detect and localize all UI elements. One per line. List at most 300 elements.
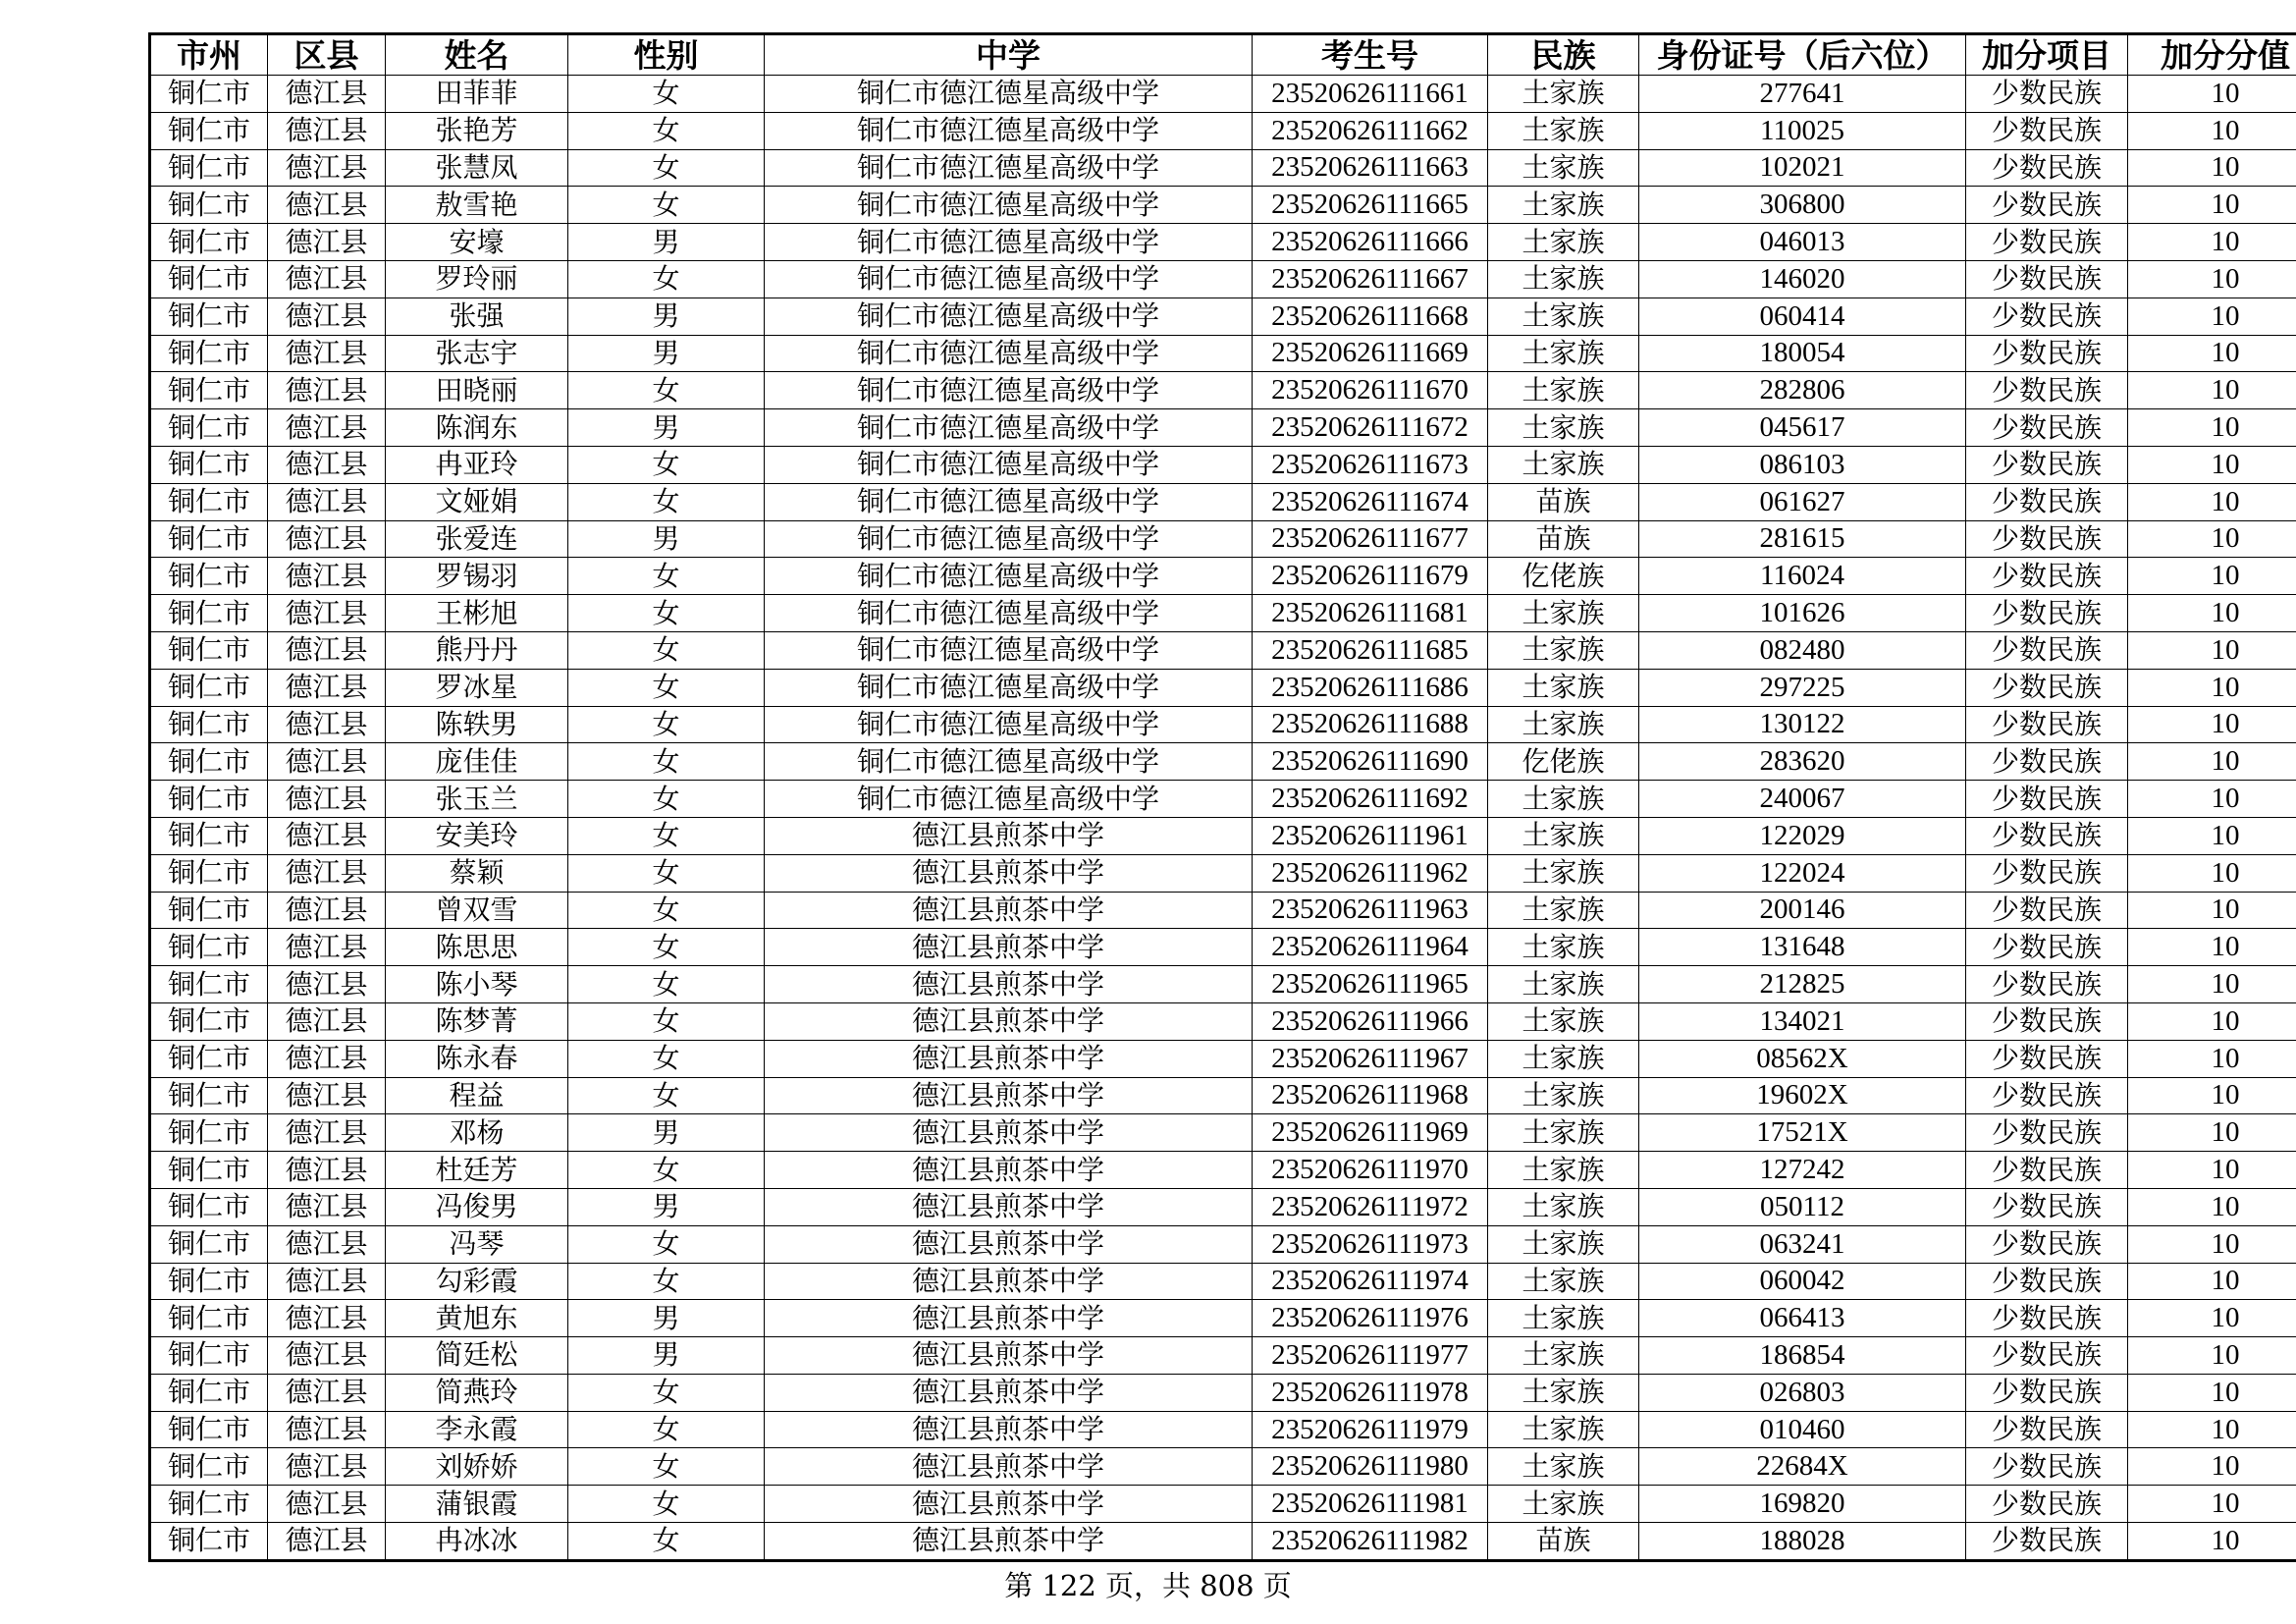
- cell-school: 德江县煎茶中学: [765, 929, 1253, 966]
- cell-city: 铜仁市: [150, 1263, 268, 1300]
- cell-id-last-six: 127242: [1639, 1152, 1966, 1189]
- cell-ethnicity: 土家族: [1488, 298, 1639, 335]
- cell-exam-number: 23520626111980: [1253, 1448, 1488, 1486]
- cell-gender: 女: [568, 1040, 765, 1077]
- cell-school: 德江县煎茶中学: [765, 1374, 1253, 1411]
- cell-id-last-six: 130122: [1639, 706, 1966, 743]
- cell-exam-number: 23520626111681: [1253, 595, 1488, 632]
- table-row: [150, 149, 2296, 187]
- cell-bonus-value: 10: [2128, 1300, 2296, 1337]
- cell-bonus-item: 少数民族: [1966, 1002, 2128, 1040]
- cell-city: 铜仁市: [150, 892, 268, 929]
- cell-bonus-value: 10: [2128, 1077, 2296, 1114]
- cell-id-last-six: 22684X: [1639, 1448, 1966, 1486]
- cell-exam-number: 23520626111974: [1253, 1263, 1488, 1300]
- cell-city: 铜仁市: [150, 631, 268, 669]
- cell-gender: 女: [568, 669, 765, 706]
- cell-name: 张强: [386, 298, 568, 335]
- cell-ethnicity: 土家族: [1488, 224, 1639, 261]
- cell-ethnicity: 土家族: [1488, 1152, 1639, 1189]
- cell-bonus-item: 少数民族: [1966, 1300, 2128, 1337]
- cell-gender: 女: [568, 966, 765, 1003]
- cell-county: 德江县: [268, 854, 386, 892]
- cell-ethnicity: 土家族: [1488, 966, 1639, 1003]
- cell-county: 德江县: [268, 743, 386, 781]
- cell-exam-number: 23520626111981: [1253, 1486, 1488, 1523]
- cell-id-last-six: 066413: [1639, 1300, 1966, 1337]
- cell-county: 德江县: [268, 706, 386, 743]
- header-id-last-six: 身份证号（后六位）: [1639, 34, 1966, 76]
- cell-name: 张爱连: [386, 520, 568, 558]
- cell-county: 德江县: [268, 1374, 386, 1411]
- cell-city: 铜仁市: [150, 1486, 268, 1523]
- cell-ethnicity: 土家族: [1488, 1002, 1639, 1040]
- cell-bonus-item: 少数民族: [1966, 149, 2128, 187]
- cell-bonus-value: 10: [2128, 1225, 2296, 1263]
- cell-bonus-value: 10: [2128, 1114, 2296, 1152]
- cell-bonus-value: 10: [2128, 520, 2296, 558]
- cell-school: 铜仁市德江德星高级中学: [765, 520, 1253, 558]
- cell-id-last-six: 19602X: [1639, 1077, 1966, 1114]
- cell-gender: 女: [568, 631, 765, 669]
- cell-id-last-six: 122029: [1639, 817, 1966, 854]
- cell-bonus-value: 10: [2128, 298, 2296, 335]
- cell-gender: 女: [568, 1523, 765, 1561]
- table-row: [150, 1152, 2296, 1189]
- table-row: [150, 409, 2296, 447]
- cell-ethnicity: 土家族: [1488, 1114, 1639, 1152]
- table-row: [150, 76, 2296, 113]
- cell-exam-number: 23520626111961: [1253, 817, 1488, 854]
- header-ethnicity: 民族: [1488, 34, 1639, 76]
- cell-name: 刘娇娇: [386, 1448, 568, 1486]
- cell-ethnicity: 土家族: [1488, 929, 1639, 966]
- cell-ethnicity: 土家族: [1488, 260, 1639, 298]
- cell-id-last-six: 283620: [1639, 743, 1966, 781]
- cell-bonus-value: 10: [2128, 335, 2296, 372]
- cell-ethnicity: 土家族: [1488, 631, 1639, 669]
- cell-id-last-six: 061627: [1639, 483, 1966, 520]
- table-row: [150, 1448, 2296, 1486]
- cell-gender: 女: [568, 1374, 765, 1411]
- cell-id-last-six: 08562X: [1639, 1040, 1966, 1077]
- cell-bonus-item: 少数民族: [1966, 781, 2128, 818]
- cell-name: 敖雪艳: [386, 187, 568, 224]
- score-bonus-table: [148, 32, 2296, 1562]
- cell-county: 德江县: [268, 149, 386, 187]
- cell-gender: 女: [568, 1486, 765, 1523]
- cell-county: 德江县: [268, 1523, 386, 1561]
- cell-county: 德江县: [268, 1152, 386, 1189]
- cell-county: 德江县: [268, 1263, 386, 1300]
- cell-bonus-item: 少数民族: [1966, 112, 2128, 149]
- cell-gender: 女: [568, 1077, 765, 1114]
- cell-county: 德江县: [268, 187, 386, 224]
- cell-name: 田晓丽: [386, 372, 568, 409]
- cell-bonus-item: 少数民族: [1966, 1486, 2128, 1523]
- cell-school: 德江县煎茶中学: [765, 1448, 1253, 1486]
- cell-id-last-six: 045617: [1639, 409, 1966, 447]
- cell-ethnicity: 土家族: [1488, 1337, 1639, 1375]
- table-row: [150, 669, 2296, 706]
- cell-bonus-item: 少数民族: [1966, 817, 2128, 854]
- cell-gender: 男: [568, 224, 765, 261]
- cell-county: 德江县: [268, 966, 386, 1003]
- cell-ethnicity: 土家族: [1488, 446, 1639, 483]
- cell-school: 铜仁市德江德星高级中学: [765, 224, 1253, 261]
- cell-ethnicity: 土家族: [1488, 595, 1639, 632]
- cell-gender: 女: [568, 1002, 765, 1040]
- table-row: [150, 929, 2296, 966]
- table-row: [150, 112, 2296, 149]
- cell-bonus-value: 10: [2128, 854, 2296, 892]
- cell-school: 德江县煎茶中学: [765, 1337, 1253, 1375]
- cell-school: 德江县煎茶中学: [765, 1152, 1253, 1189]
- cell-county: 德江县: [268, 372, 386, 409]
- cell-ethnicity: 土家族: [1488, 187, 1639, 224]
- cell-bonus-value: 10: [2128, 372, 2296, 409]
- cell-bonus-value: 10: [2128, 260, 2296, 298]
- cell-gender: 女: [568, 1152, 765, 1189]
- cell-county: 德江县: [268, 1188, 386, 1225]
- cell-id-last-six: 180054: [1639, 335, 1966, 372]
- cell-id-last-six: 060414: [1639, 298, 1966, 335]
- cell-ethnicity: 土家族: [1488, 854, 1639, 892]
- cell-bonus-item: 少数民族: [1966, 483, 2128, 520]
- cell-id-last-six: 086103: [1639, 446, 1966, 483]
- cell-gender: 女: [568, 1225, 765, 1263]
- cell-gender: 女: [568, 558, 765, 595]
- cell-gender: 女: [568, 372, 765, 409]
- cell-city: 铜仁市: [150, 929, 268, 966]
- cell-city: 铜仁市: [150, 1448, 268, 1486]
- cell-ethnicity: 土家族: [1488, 1448, 1639, 1486]
- cell-county: 德江县: [268, 1225, 386, 1263]
- cell-school: 德江县煎茶中学: [765, 817, 1253, 854]
- cell-county: 德江县: [268, 112, 386, 149]
- cell-school: 铜仁市德江德星高级中学: [765, 372, 1253, 409]
- table-row: [150, 1225, 2296, 1263]
- cell-exam-number: 23520626111673: [1253, 446, 1488, 483]
- cell-exam-number: 23520626111688: [1253, 706, 1488, 743]
- cell-city: 铜仁市: [150, 1114, 268, 1152]
- cell-exam-number: 23520626111667: [1253, 260, 1488, 298]
- cell-school: 德江县煎茶中学: [765, 1114, 1253, 1152]
- cell-exam-number: 23520626111685: [1253, 631, 1488, 669]
- cell-exam-number: 23520626111669: [1253, 335, 1488, 372]
- table-row: [150, 781, 2296, 818]
- cell-bonus-item: 少数民族: [1966, 706, 2128, 743]
- cell-id-last-six: 101626: [1639, 595, 1966, 632]
- cell-city: 铜仁市: [150, 817, 268, 854]
- cell-gender: 女: [568, 1263, 765, 1300]
- cell-ethnicity: 土家族: [1488, 1188, 1639, 1225]
- cell-school: 德江县煎茶中学: [765, 1002, 1253, 1040]
- cell-exam-number: 23520626111677: [1253, 520, 1488, 558]
- cell-id-last-six: 17521X: [1639, 1114, 1966, 1152]
- cell-id-last-six: 282806: [1639, 372, 1966, 409]
- cell-bonus-value: 10: [2128, 817, 2296, 854]
- cell-exam-number: 23520626111969: [1253, 1114, 1488, 1152]
- table-row: [150, 595, 2296, 632]
- cell-name: 张艳芳: [386, 112, 568, 149]
- table-row: [150, 1114, 2296, 1152]
- cell-ethnicity: 土家族: [1488, 817, 1639, 854]
- table-row: [150, 743, 2296, 781]
- cell-bonus-item: 少数民族: [1966, 1225, 2128, 1263]
- cell-exam-number: 23520626111973: [1253, 1225, 1488, 1263]
- cell-gender: 女: [568, 817, 765, 854]
- cell-county: 德江县: [268, 520, 386, 558]
- cell-name: 文娅娟: [386, 483, 568, 520]
- cell-gender: 女: [568, 112, 765, 149]
- cell-county: 德江县: [268, 892, 386, 929]
- cell-gender: 女: [568, 595, 765, 632]
- cell-school: 铜仁市德江德星高级中学: [765, 706, 1253, 743]
- table-row: [150, 558, 2296, 595]
- table-row: [150, 298, 2296, 335]
- cell-city: 铜仁市: [150, 149, 268, 187]
- cell-id-last-six: 116024: [1639, 558, 1966, 595]
- cell-exam-number: 23520626111977: [1253, 1337, 1488, 1375]
- cell-exam-number: 23520626111968: [1253, 1077, 1488, 1114]
- cell-id-last-six: 186854: [1639, 1337, 1966, 1375]
- header-county: 区县: [268, 34, 386, 76]
- cell-exam-number: 23520626111967: [1253, 1040, 1488, 1077]
- cell-bonus-item: 少数民族: [1966, 966, 2128, 1003]
- cell-bonus-item: 少数民族: [1966, 520, 2128, 558]
- table-row: [150, 520, 2296, 558]
- table-row: [150, 260, 2296, 298]
- cell-bonus-value: 10: [2128, 1411, 2296, 1448]
- cell-ethnicity: 苗族: [1488, 520, 1639, 558]
- cell-exam-number: 23520626111670: [1253, 372, 1488, 409]
- cell-city: 铜仁市: [150, 1225, 268, 1263]
- cell-county: 德江县: [268, 1411, 386, 1448]
- cell-name: 冯俊男: [386, 1188, 568, 1225]
- cell-ethnicity: 土家族: [1488, 1263, 1639, 1300]
- cell-city: 铜仁市: [150, 260, 268, 298]
- cell-ethnicity: 土家族: [1488, 706, 1639, 743]
- cell-bonus-item: 少数民族: [1966, 335, 2128, 372]
- cell-id-last-six: 046013: [1639, 224, 1966, 261]
- cell-city: 铜仁市: [150, 1337, 268, 1375]
- cell-ethnicity: 土家族: [1488, 892, 1639, 929]
- table-row: [150, 1300, 2296, 1337]
- cell-name: 安壕: [386, 224, 568, 261]
- cell-school: 铜仁市德江德星高级中学: [765, 446, 1253, 483]
- cell-name: 程益: [386, 1077, 568, 1114]
- cell-city: 铜仁市: [150, 1002, 268, 1040]
- cell-gender: 男: [568, 1300, 765, 1337]
- cell-bonus-item: 少数民族: [1966, 372, 2128, 409]
- cell-ethnicity: 苗族: [1488, 483, 1639, 520]
- table-row: [150, 1002, 2296, 1040]
- cell-ethnicity: 土家族: [1488, 669, 1639, 706]
- cell-id-last-six: 146020: [1639, 260, 1966, 298]
- cell-exam-number: 23520626111963: [1253, 892, 1488, 929]
- cell-county: 德江县: [268, 1448, 386, 1486]
- cell-gender: 女: [568, 260, 765, 298]
- table-row: [150, 187, 2296, 224]
- table-row: [150, 483, 2296, 520]
- cell-name: 冉冰冰: [386, 1523, 568, 1561]
- cell-gender: 女: [568, 1411, 765, 1448]
- cell-name: 蔡颖: [386, 854, 568, 892]
- cell-bonus-value: 10: [2128, 631, 2296, 669]
- cell-id-last-six: 122024: [1639, 854, 1966, 892]
- cell-bonus-item: 少数民族: [1966, 1523, 2128, 1561]
- cell-exam-number: 23520626111686: [1253, 669, 1488, 706]
- cell-exam-number: 23520626111962: [1253, 854, 1488, 892]
- cell-name: 勾彩霞: [386, 1263, 568, 1300]
- cell-city: 铜仁市: [150, 446, 268, 483]
- cell-city: 铜仁市: [150, 76, 268, 113]
- cell-exam-number: 23520626111964: [1253, 929, 1488, 966]
- cell-name: 陈永春: [386, 1040, 568, 1077]
- cell-ethnicity: 苗族: [1488, 1523, 1639, 1561]
- cell-county: 德江县: [268, 1002, 386, 1040]
- cell-id-last-six: 060042: [1639, 1263, 1966, 1300]
- table-row: [150, 892, 2296, 929]
- cell-bonus-item: 少数民族: [1966, 76, 2128, 113]
- cell-name: 杜廷芳: [386, 1152, 568, 1189]
- cell-county: 德江县: [268, 669, 386, 706]
- cell-county: 德江县: [268, 335, 386, 372]
- cell-city: 铜仁市: [150, 1040, 268, 1077]
- cell-bonus-value: 10: [2128, 558, 2296, 595]
- cell-county: 德江县: [268, 298, 386, 335]
- table-row: [150, 817, 2296, 854]
- cell-gender: 女: [568, 187, 765, 224]
- cell-exam-number: 23520626111965: [1253, 966, 1488, 1003]
- cell-bonus-item: 少数民族: [1966, 669, 2128, 706]
- cell-name: 陈润东: [386, 409, 568, 447]
- cell-school: 铜仁市德江德星高级中学: [765, 669, 1253, 706]
- cell-school: 德江县煎茶中学: [765, 1188, 1253, 1225]
- cell-school: 铜仁市德江德星高级中学: [765, 595, 1253, 632]
- cell-id-last-six: 063241: [1639, 1225, 1966, 1263]
- cell-gender: 女: [568, 854, 765, 892]
- cell-name: 黄旭东: [386, 1300, 568, 1337]
- cell-bonus-value: 10: [2128, 76, 2296, 113]
- header-school: 中学: [765, 34, 1253, 76]
- cell-name: 陈梦菁: [386, 1002, 568, 1040]
- cell-bonus-item: 少数民族: [1966, 1448, 2128, 1486]
- table-row: [150, 1523, 2296, 1561]
- cell-city: 铜仁市: [150, 1374, 268, 1411]
- header-bonus-value: 加分分值: [2128, 34, 2296, 76]
- cell-bonus-value: 10: [2128, 781, 2296, 818]
- cell-school: 德江县煎茶中学: [765, 1225, 1253, 1263]
- cell-city: 铜仁市: [150, 966, 268, 1003]
- cell-exam-number: 23520626111692: [1253, 781, 1488, 818]
- cell-id-last-six: 306800: [1639, 187, 1966, 224]
- cell-name: 张志宇: [386, 335, 568, 372]
- table-header-row: [150, 34, 2296, 76]
- cell-id-last-six: 110025: [1639, 112, 1966, 149]
- cell-name: 熊丹丹: [386, 631, 568, 669]
- cell-city: 铜仁市: [150, 1152, 268, 1189]
- cell-county: 德江县: [268, 631, 386, 669]
- cell-name: 陈小琴: [386, 966, 568, 1003]
- cell-county: 德江县: [268, 1114, 386, 1152]
- table-row: [150, 224, 2296, 261]
- cell-ethnicity: 土家族: [1488, 1077, 1639, 1114]
- cell-id-last-six: 188028: [1639, 1523, 1966, 1561]
- cell-bonus-value: 10: [2128, 966, 2296, 1003]
- cell-gender: 女: [568, 446, 765, 483]
- table-row: [150, 1077, 2296, 1114]
- table-row: [150, 1040, 2296, 1077]
- cell-school: 德江县煎茶中学: [765, 1263, 1253, 1300]
- table-row: [150, 1374, 2296, 1411]
- cell-bonus-value: 10: [2128, 1523, 2296, 1561]
- cell-name: 陈轶男: [386, 706, 568, 743]
- cell-bonus-value: 10: [2128, 483, 2296, 520]
- cell-city: 铜仁市: [150, 1188, 268, 1225]
- cell-id-last-six: 102021: [1639, 149, 1966, 187]
- cell-city: 铜仁市: [150, 781, 268, 818]
- cell-exam-number: 23520626111970: [1253, 1152, 1488, 1189]
- cell-name: 张玉兰: [386, 781, 568, 818]
- cell-name: 邓杨: [386, 1114, 568, 1152]
- cell-bonus-item: 少数民族: [1966, 187, 2128, 224]
- cell-id-last-six: 240067: [1639, 781, 1966, 818]
- cell-school: 德江县煎茶中学: [765, 854, 1253, 892]
- cell-gender: 女: [568, 149, 765, 187]
- cell-school: 铜仁市德江德星高级中学: [765, 260, 1253, 298]
- cell-bonus-value: 10: [2128, 446, 2296, 483]
- cell-name: 简廷松: [386, 1337, 568, 1375]
- cell-gender: 女: [568, 929, 765, 966]
- cell-bonus-value: 10: [2128, 409, 2296, 447]
- cell-bonus-item: 少数民族: [1966, 446, 2128, 483]
- cell-name: 李永霞: [386, 1411, 568, 1448]
- cell-school: 铜仁市德江德星高级中学: [765, 335, 1253, 372]
- cell-name: 陈思思: [386, 929, 568, 966]
- cell-county: 德江县: [268, 76, 386, 113]
- cell-city: 铜仁市: [150, 372, 268, 409]
- table-row: [150, 446, 2296, 483]
- cell-bonus-value: 10: [2128, 1263, 2296, 1300]
- table-row: [150, 1486, 2296, 1523]
- cell-exam-number: 23520626111668: [1253, 298, 1488, 335]
- cell-school: 铜仁市德江德星高级中学: [765, 298, 1253, 335]
- cell-gender: 女: [568, 76, 765, 113]
- cell-county: 德江县: [268, 1077, 386, 1114]
- cell-id-last-six: 277641: [1639, 76, 1966, 113]
- cell-county: 德江县: [268, 929, 386, 966]
- cell-bonus-value: 10: [2128, 706, 2296, 743]
- cell-bonus-value: 10: [2128, 1152, 2296, 1189]
- cell-school: 铜仁市德江德星高级中学: [765, 743, 1253, 781]
- cell-school: 德江县煎茶中学: [765, 1523, 1253, 1561]
- cell-ethnicity: 土家族: [1488, 1040, 1639, 1077]
- cell-county: 德江县: [268, 1040, 386, 1077]
- cell-ethnicity: 仡佬族: [1488, 558, 1639, 595]
- cell-bonus-value: 10: [2128, 1040, 2296, 1077]
- cell-bonus-value: 10: [2128, 669, 2296, 706]
- cell-bonus-item: 少数民族: [1966, 929, 2128, 966]
- cell-bonus-value: 10: [2128, 1337, 2296, 1375]
- cell-exam-number: 23520626111662: [1253, 112, 1488, 149]
- cell-name: 罗锡羽: [386, 558, 568, 595]
- cell-city: 铜仁市: [150, 854, 268, 892]
- cell-bonus-value: 10: [2128, 1188, 2296, 1225]
- cell-name: 王彬旭: [386, 595, 568, 632]
- cell-name: 冉亚玲: [386, 446, 568, 483]
